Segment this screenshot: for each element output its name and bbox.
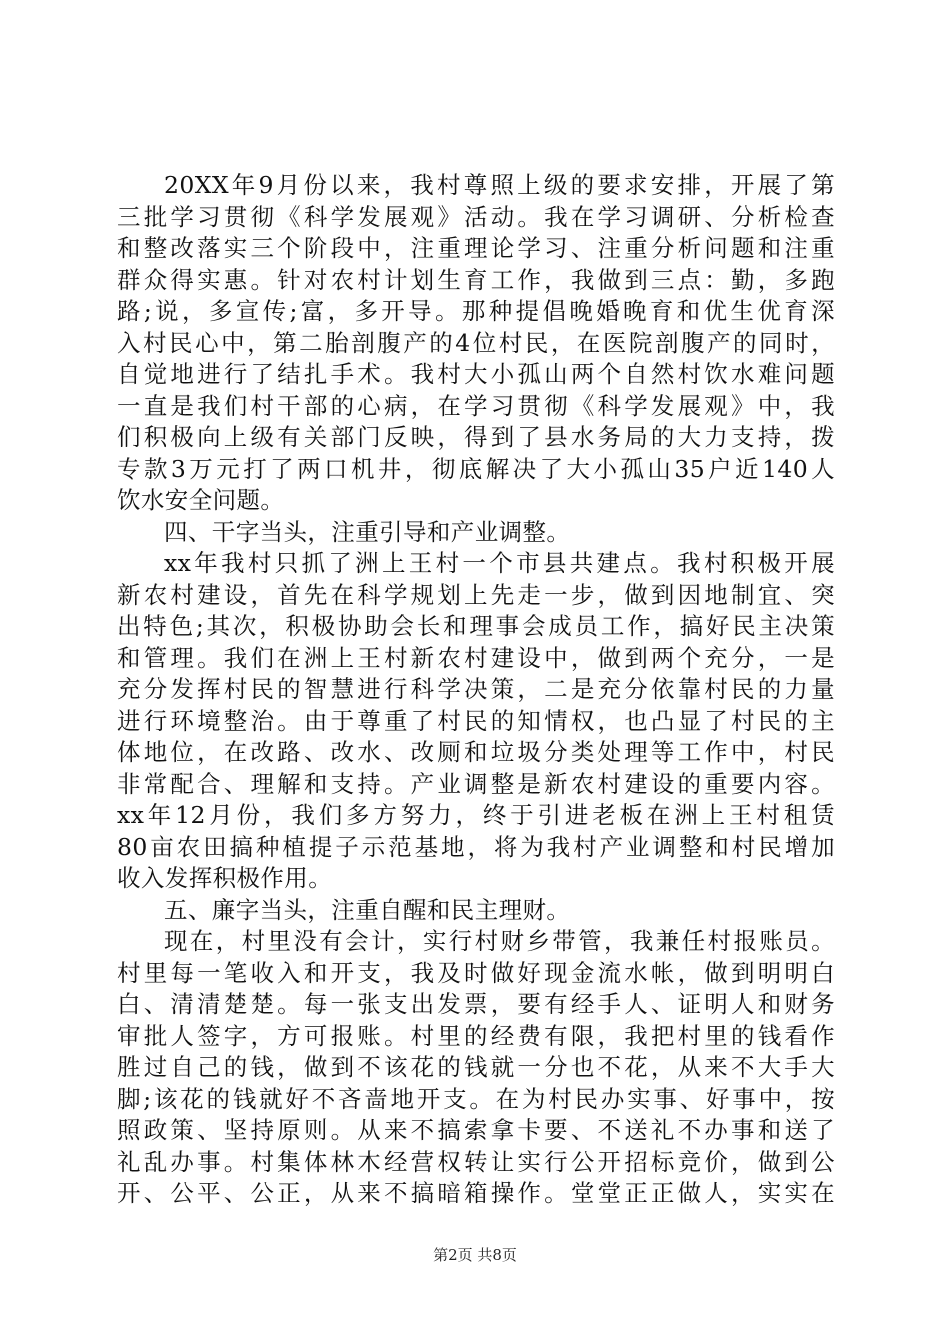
text-line: 体地位，在改路、改水、改厕和垃圾分类处理等工作中，村民 [117,738,835,766]
text-line: 白、清清楚楚。每一张支出发票，要有经手人、证明人和财务 [117,990,835,1018]
text-line: 开、公平、公正，从来不搞暗箱操作。堂堂正正做人，实实在 [117,1179,835,1207]
text-line: 专款3万元打了两口机井，彻底解决了大小孤山35户近140人 [117,454,835,483]
text-line: 20XX年9月份以来，我村尊照上级的要求安排，开展了第 [164,171,835,199]
text-line: 们积极向上级有关部门反映，得到了县水务局的大力支持，拨 [117,423,835,451]
text-line: 饮水安全问题。 [117,486,285,514]
text-line: 三批学习贯彻《科学发展观》活动。我在学习调研、分析检查 [117,202,835,231]
text-line: 现在，村里没有会计，实行村财乡带管，我兼任村报账员。 [164,927,835,955]
text-line: 胜过自己的钱，做到不该花的钱就一分也不花，从来不大手大 [117,1053,835,1081]
text-line: 四、干字当头，注重引导和产业调整。 [164,517,571,546]
text-line: 礼乱办事。村集体林木经营权转让实行公开招标竞价，做到公 [117,1147,835,1176]
text-line: 入村民心中，第二胎剖腹产的4位村民，在医院剖腹产的同时， [117,328,835,357]
text-line: 出特色;其次，积极协助会长和理事会成员工作，搞好民主决策 [117,612,835,640]
text-line: 照政策、坚持原则。从来不搞索拿卡要、不送礼不办事和送了 [117,1116,835,1144]
text-line: 和整改落实三个阶段中，注重理论学习、注重分析问题和注重 [117,234,835,262]
document-body [117,170,835,1210]
text-line: xx年我村只抓了洲上王村一个市县共建点。我村积极开展 [164,549,835,577]
text-line: 群众得实惠。针对农村计划生育工作，我做到三点：勤，多跑 [117,265,835,294]
text-line: 80亩农田搞种植提子示范基地，将为我村产业调整和村民增加 [117,832,835,861]
text-line: 脚;该花的钱就好不吝啬地开支。在为村民办实事、好事中，按 [117,1084,835,1113]
text-line: 一直是我们村干部的心病，在学习贯彻《科学发展观》中，我 [117,391,835,420]
text-line: 自觉地进行了结扎手术。我村大小孤山两个自然村饮水难问题 [117,360,835,388]
text-line: 路;说，多宣传;富，多开导。那种提倡晚婚晚育和优生优育深 [117,297,835,325]
text-line: 充分发挥村民的智慧进行科学决策，二是充分依靠村民的力量 [117,675,835,703]
text-line: 收入发挥积极作用。 [117,864,333,892]
text-line: 村里每一笔收入和开支，我及时做好现金流水帐，做到明明白 [117,958,835,987]
text-line: 五、廉字当头，注重自醒和民主理财。 [164,895,571,924]
text-line: 和管理。我们在洲上王村新农村建设中，做到两个充分，一是 [117,643,835,672]
text-line: 审批人签字，方可报账。村里的经费有限，我把村里的钱看作 [117,1021,835,1050]
text-line: 进行环境整治。由于尊重了村民的知情权，也凸显了村民的主 [117,706,835,735]
text-line: 新农村建设，首先在科学规划上先走一步，做到因地制宜、突 [117,580,835,609]
text-line: 非常配合、理解和支持。产业调整是新农村建设的重要内容。 [117,769,835,798]
page-footer: 第2页 共8页 [433,1246,517,1264]
text-line: xx年12月份，我们多方努力，终于引进老板在洲上王村租赁 [117,801,835,829]
